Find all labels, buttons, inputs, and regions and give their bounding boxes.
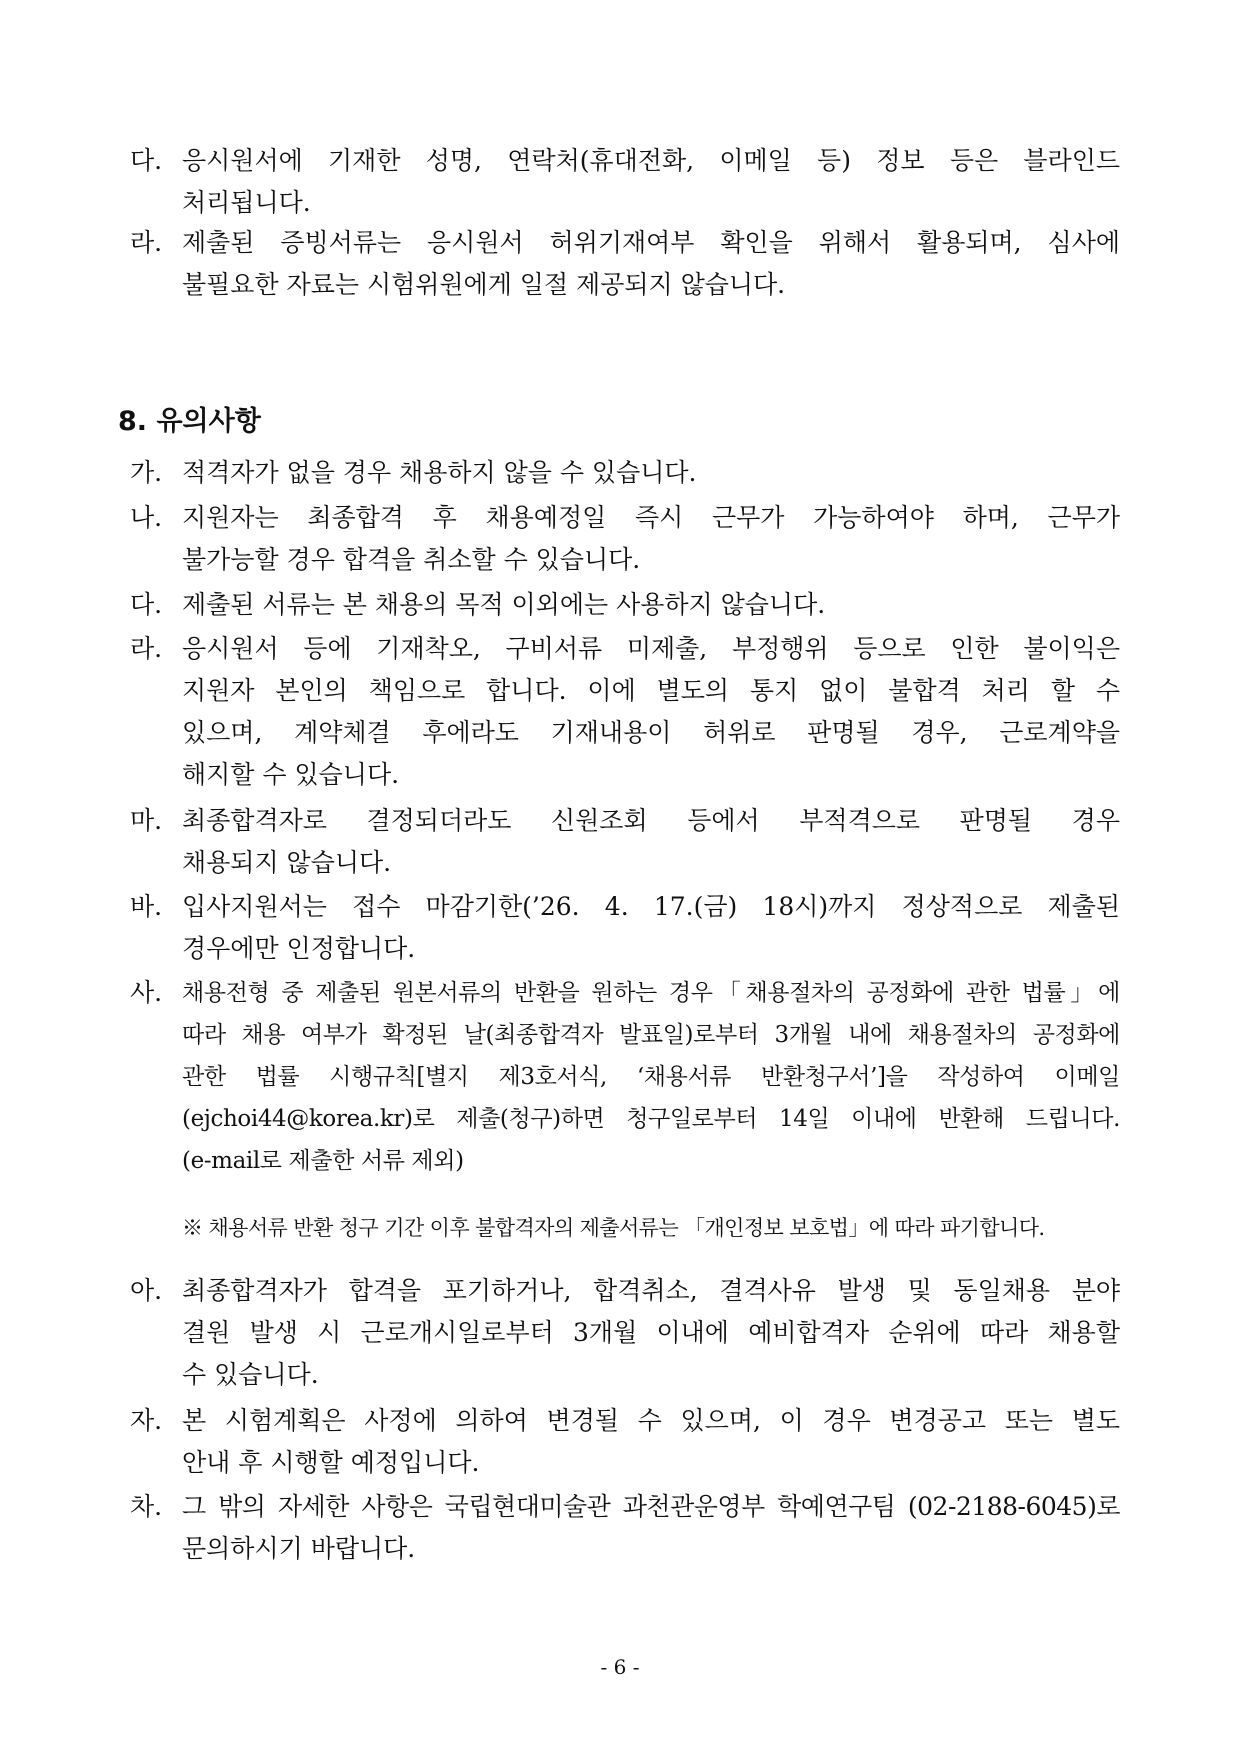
item-line: 응시원서 등에 기재착오, 구비서류 미제출, 부정행위 등으로 인한 불이익은 [182, 634, 1120, 663]
item-marker: 라. [130, 634, 163, 663]
item-text [182, 1400, 1120, 1484]
item-text [182, 497, 1120, 581]
item-line: 최종합격자로 결정되더라도 신원조회 등에서 부적격으로 판명될 경우 [182, 806, 1120, 835]
list-item-da [130, 584, 1120, 626]
item-line: 적격자가 없을 경우 채용하지 않을 수 있습니다. [182, 458, 697, 487]
item-marker: 가. [130, 458, 163, 487]
item-line: 경우에만 인정합니다. [182, 934, 416, 963]
list-item-top-da [130, 140, 1120, 224]
item-text [182, 972, 1120, 1182]
item-line: 최종합격자가 합격을 포기하거나, 합격취소, 결격사유 발생 및 동일채용 분야 [182, 1276, 1120, 1305]
item-line: 채용되지 않습니다. [182, 848, 392, 877]
item-marker: 바. [130, 892, 163, 921]
item-text [182, 140, 1120, 224]
list-item-cha [130, 1486, 1120, 1570]
item-marker: 마. [130, 806, 163, 835]
item-text [182, 222, 1120, 306]
item-line: 수 있습니다. [182, 1360, 319, 1389]
item-marker: 라. [130, 228, 163, 257]
item-line: 해지할 수 있습니다. [182, 760, 400, 789]
item-marker: 나. [130, 503, 163, 532]
item-line: 그 밖의 자세한 사항은 국립현대미술관 과천관운영부 학예연구팀 (02-2188-6045)로 [182, 1492, 1120, 1521]
page-number: - 6 - [600, 1655, 640, 1679]
item-line: 제출된 서류는 본 채용의 목적 이외에는 사용하지 않습니다. [182, 590, 826, 619]
item-text [182, 628, 1120, 796]
item-line: 제출된 증빙서류는 응시원서 허위기재여부 확인을 위해서 활용되며, 심사에 [182, 228, 1120, 257]
item-text [182, 800, 1120, 884]
item-line: 결원 발생 시 근로개시일로부터 3개월 이내에 예비합격자 순위에 따라 채용할 [182, 1318, 1120, 1347]
item-marker: 자. [130, 1406, 163, 1435]
list-item-ga [130, 452, 1120, 494]
item-line: 채용전형 중 제출된 원본서류의 반환을 원하는 경우「채용절차의 공정화에 관한 법률」에 [182, 980, 1120, 1006]
item-line: 안내 후 시행할 예정입니다. [182, 1448, 480, 1477]
list-item-ba [130, 886, 1120, 970]
item-text [182, 452, 1120, 494]
item-marker: 다. [130, 146, 163, 175]
list-item-top-ra [130, 222, 1120, 306]
item-text [182, 886, 1120, 970]
list-item-a [130, 1270, 1120, 1396]
item-line: 지원자는 최종합격 후 채용예정일 즉시 근무가 가능하여야 하며, 근무가 [182, 503, 1120, 532]
item-marker: 다. [130, 590, 163, 619]
section-heading: 8. 유의사항 [118, 406, 261, 437]
item-text [182, 1270, 1120, 1396]
list-item-sa [130, 972, 1120, 1182]
item-line: (e-mail로 제출한 서류 제외) [182, 1148, 464, 1174]
item-line: 입사지원서는 접수 마감기한(’26. 4. 17.(금) 18시)까지 정상적으로 제출된 [182, 892, 1120, 921]
item-line: 지원자 본인의 책임으로 합니다. 이에 별도의 통지 없이 불합격 처리 할 수 [182, 676, 1120, 705]
item-line: 관한 법률 시행규칙[별지 제3호서식, ‘채용서류 반환청구서’]을 작성하여 이메일 [182, 1064, 1120, 1090]
item-line: (ejchoi44@korea.kr)로 제출(청구)하면 청구일로부터 14일 이내에 반환해 드립니다. [182, 1106, 1120, 1132]
item-text [182, 1486, 1120, 1570]
item-line: 응시원서에 기재한 성명, 연락처(휴대전화, 이메일 등) 정보 등은 블라인드 [182, 146, 1120, 175]
item-line: 따라 채용 여부가 확정된 날(최종합격자 발표일)로부터 3개월 내에 채용절차의 공정화에 [182, 1022, 1120, 1048]
item-line: 문의하시기 바랍니다. [182, 1534, 416, 1563]
item-marker: 차. [130, 1492, 163, 1521]
disposal-note: ※ 채용서류 반환 청구 기간 이후 불합격자의 제출서류는 「개인정보 보호법」에 따라 파기합니다. [182, 1216, 1045, 1240]
item-marker: 사. [130, 978, 163, 1007]
list-item-ma [130, 800, 1120, 884]
list-item-ja [130, 1400, 1120, 1484]
item-line: 불필요한 자료는 시험위원에게 일절 제공되지 않습니다. [182, 270, 786, 299]
list-item-ra [130, 628, 1120, 796]
item-line: 불가능할 경우 합격을 취소할 수 있습니다. [182, 545, 641, 574]
item-line: 처리됩니다. [182, 188, 311, 217]
item-line: 본 시험계획은 사정에 의하여 변경될 수 있으며, 이 경우 변경공고 또는 별도 [182, 1406, 1120, 1435]
item-marker: 아. [130, 1276, 163, 1305]
list-item-na [130, 497, 1120, 581]
item-line: 있으며, 계약체결 후에라도 기재내용이 허위로 판명될 경우, 근로계약을 [182, 718, 1120, 747]
item-text [182, 584, 1120, 626]
